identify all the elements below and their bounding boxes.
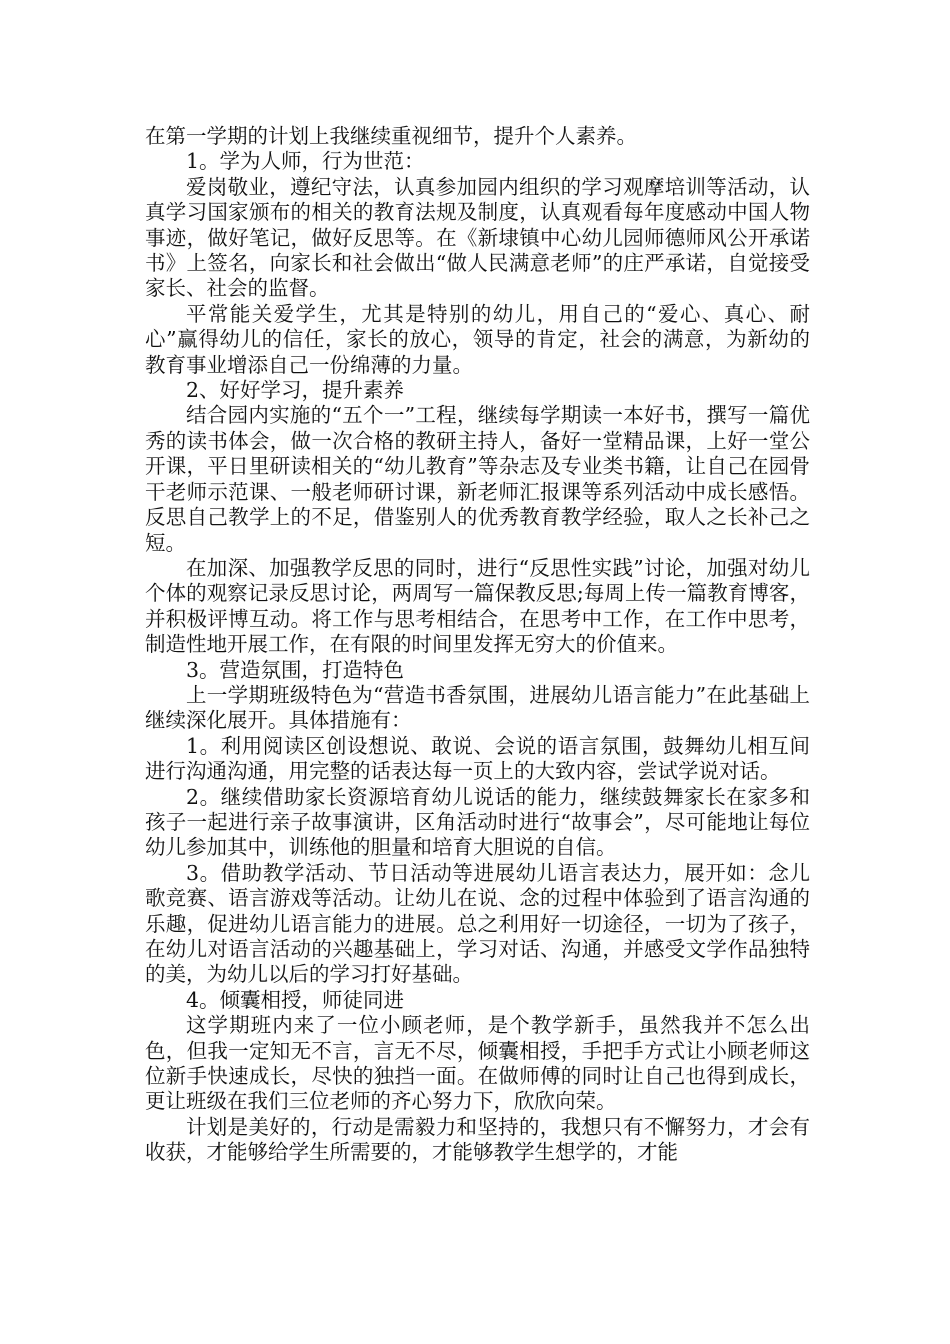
paragraph-continuation: 在第一学期的计划上我继续重视细节，提升个人素养。 [145, 124, 637, 148]
paragraph: 这学期班内来了一位小顾老师，是个教学新手，虽然我并不怎么出色，但我一定知无不言，言无不尽，倾囊相授，手把手方式让小顾老师这位新手快速成长，尽快的独挡一面。在做师傅的同时让自己也得到成长，更让班级在我们三位老师的齐心努力下，欣欣向荣。 [145, 1013, 810, 1114]
section-heading-3: 3。营造氛围，打造特色 [186, 657, 405, 682]
paragraph: 结合园内实施的“五个一”工程，继续每学期读一本好书，撰写一篇优秀的读书体会，做一次合格的教研主持人，备好一堂精品课，上好一堂公开课，平日里研读相关的“幼儿教育”等杂志及专业类书籍，让自己在园骨干老师示范课、一般老师研讨课，新老师汇报课等系列活动中成长感悟。反思自己教学上的不足，借鉴别人的优秀教育教学经验，取人之长补己之短。 [145, 403, 810, 555]
list-item: 2。继续借助家长资源培育幼儿说话的能力，继续鼓舞家长在家多和孩子一起进行亲子故事演讲，区角活动时进行“故事会”，尽可能地让每位幼儿参加其中，训练他的胆量和培育大胆说的自信。 [145, 784, 810, 860]
section-heading-2: 2、好好学习，提升素养 [186, 378, 405, 403]
paragraph: 爱岗敬业，遵纪守法，认真参加园内组织的学习观摩培训等活动，认真学习国家颁布的相关的教育法规及制度，认真观看每年度感动中国人物事迹，做好笔记，做好反思等。在《新埭镇中心幼儿园师德师风公开承诺书》上签名，向家长和社会做出“做人民满意老师”的庄严承诺，自觉接受家长、社会的监督。 [145, 174, 810, 301]
paragraph: 计划是美好的，行动是需毅力和坚持的，我想只有不懈努力，才会有收获，才能够给学生所需要的，才能够教学生想学的，才能 [145, 1114, 810, 1165]
section-heading-4: 4。倾囊相授，师徒同进 [186, 987, 405, 1012]
paragraph: 上一学期班级特色为“营造书香氛围，进展幼儿语言能力”在此基础上继续深化展开。具体措施有： [145, 682, 810, 733]
list-item: 1。利用阅读区创设想说、敢说、会说的语言氛围，鼓舞幼儿相互间进行沟通沟通，用完整的话表达每一页上的大致内容，尝试学说对话。 [145, 733, 810, 784]
list-item: 3。借助教学活动、节日活动等进展幼儿语言表达力，展开如：念儿歌竞赛、语言游戏等活动。让幼儿在说、念的过程中体验到了语言沟通的乐趣，促进幼儿语言能力的进展。总之利用好一切途径，一切为了孩子，在幼儿对语言活动的兴趣基础上，学习对话、沟通，并感受文学作品独特的美，为幼儿以后的学习打好基础。 [145, 860, 810, 987]
paragraph: 平常能关爱学生，尤其是特别的幼儿，用自己的“爱心、真心、耐心”赢得幼儿的信任，家长的放心，领导的肯定，社会的满意，为新幼的教育事业增添自己一份绵薄的力量。 [145, 301, 810, 377]
paragraph: 在加深、加强教学反思的同时，进行“反思性实践”讨论，加强对幼儿个体的观察记录反思讨论，两周写一篇保教反思;每周上传一篇教育博客，并积极评博互动。将工作与思考相结合，在思考中工作，在工作中思考，制造性地开展工作，在有限的时间里发挥无穷大的价值来。 [145, 555, 810, 657]
document-body [145, 124, 810, 1166]
section-heading-1: 1。学为人师，行为世范： [186, 149, 425, 174]
